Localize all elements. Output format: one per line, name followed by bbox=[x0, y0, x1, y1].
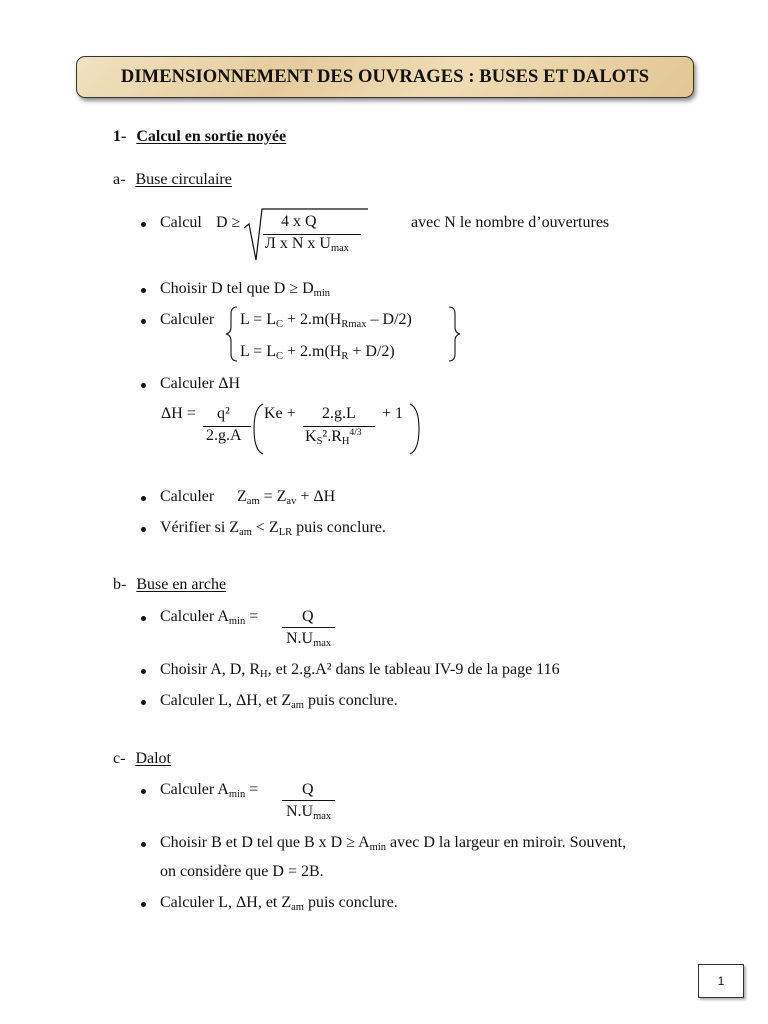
bullet bbox=[141, 902, 146, 907]
subsection-title: Dalot bbox=[135, 750, 171, 767]
subsection-letter: a- bbox=[113, 171, 126, 188]
dh-plus-one: + 1 bbox=[382, 405, 404, 422]
section-number: 1- bbox=[113, 128, 127, 145]
fraction-line bbox=[282, 800, 335, 801]
choose-text-line2: on considère que D = 2B. bbox=[160, 863, 324, 880]
page-title: DIMENSIONNEMENT DES OUVRAGES : BUSES ET DALOTS bbox=[120, 66, 650, 87]
amin-numerator: Q bbox=[302, 781, 314, 798]
fraction-line bbox=[282, 627, 335, 628]
sqrt-denominator: Л x N x $U_{max}$ bbox=[265, 235, 350, 254]
amin-denominator: $N.U_{max}$ bbox=[286, 630, 332, 649]
sqrt-numerator: 4 x Q bbox=[281, 213, 317, 230]
equation-l1: $L = L_C + 2.m(H_{Rmax} - D/2)$ bbox=[240, 311, 412, 330]
dh-num1: q² bbox=[217, 405, 230, 422]
calc-conclude-text: Calculer L, ΔH, et $Z_{am}$ puis conclure. bbox=[160, 894, 398, 913]
bullet bbox=[141, 700, 146, 705]
subsection-c-heading bbox=[113, 750, 171, 768]
bullet bbox=[141, 496, 146, 501]
amin-numerator: Q bbox=[302, 608, 314, 625]
section-title: Calcul en sortie noyée bbox=[136, 128, 287, 145]
page-number: 1 bbox=[717, 974, 725, 988]
calc-dh-label: Calculer ΔH bbox=[160, 375, 241, 392]
subsection-letter: b- bbox=[113, 576, 127, 593]
page-number-box bbox=[698, 964, 744, 998]
calc-lhs: D ≥ bbox=[216, 214, 241, 231]
verify-text: Vérifier si $Z_{am} < Z_{LR}$ puis conclure. bbox=[160, 519, 386, 538]
subsection-title: Buse circulaire bbox=[135, 171, 232, 188]
amin-label: Calculer $A_{min}$ = bbox=[160, 608, 259, 627]
subsection-letter: c- bbox=[113, 750, 126, 767]
fraction-line bbox=[303, 426, 375, 427]
calc-label: Calcul bbox=[160, 214, 202, 231]
calc-zam-label: Calculer bbox=[160, 488, 215, 505]
choose-text: Choisir A, D, $R_H$, et 2.g.A² dans le tableau IV-9 de la page 116 bbox=[160, 661, 560, 680]
dh-den1: 2.g.A bbox=[206, 427, 242, 444]
bullet bbox=[141, 789, 146, 794]
choose-d-text: Choisir D tel que $D \ge D_{min}$ bbox=[160, 280, 330, 299]
bullet bbox=[141, 616, 146, 621]
calc-note: avec N le nombre d’ouvertures bbox=[411, 214, 610, 231]
bullet bbox=[141, 842, 146, 847]
choose-text: Choisir B et D tel que B x $D \ge A_{min}$ avec D la largeur en miroir. Souvent, bbox=[160, 834, 627, 853]
bullet bbox=[141, 669, 146, 674]
calc-conclude-text: Calculer L, ΔH, et $Z_{am}$ puis conclure. bbox=[160, 692, 398, 711]
amin-label: Calculer $A_{min}$ = bbox=[160, 781, 259, 800]
dh-num2: 2.g.L bbox=[322, 405, 356, 422]
dh-ke: Ke + bbox=[264, 405, 296, 422]
amin-denominator: $N.U_{max}$ bbox=[286, 803, 332, 822]
dh-den2: $K_S^2.R_H^{4/3}$ bbox=[305, 428, 362, 447]
equation-l2: $L = L_C + 2.m(H_R + D/2)$ bbox=[240, 343, 395, 362]
calc-l-label: Calculer bbox=[160, 311, 215, 328]
dh-lhs: ΔH = bbox=[161, 405, 196, 422]
subsection-title: Buse en arche bbox=[136, 576, 227, 593]
bullet bbox=[141, 527, 146, 532]
zam-equation: $Z_{am} = Z_{av} + \Delta H$ bbox=[237, 488, 336, 507]
subsection-b-heading bbox=[113, 576, 226, 594]
